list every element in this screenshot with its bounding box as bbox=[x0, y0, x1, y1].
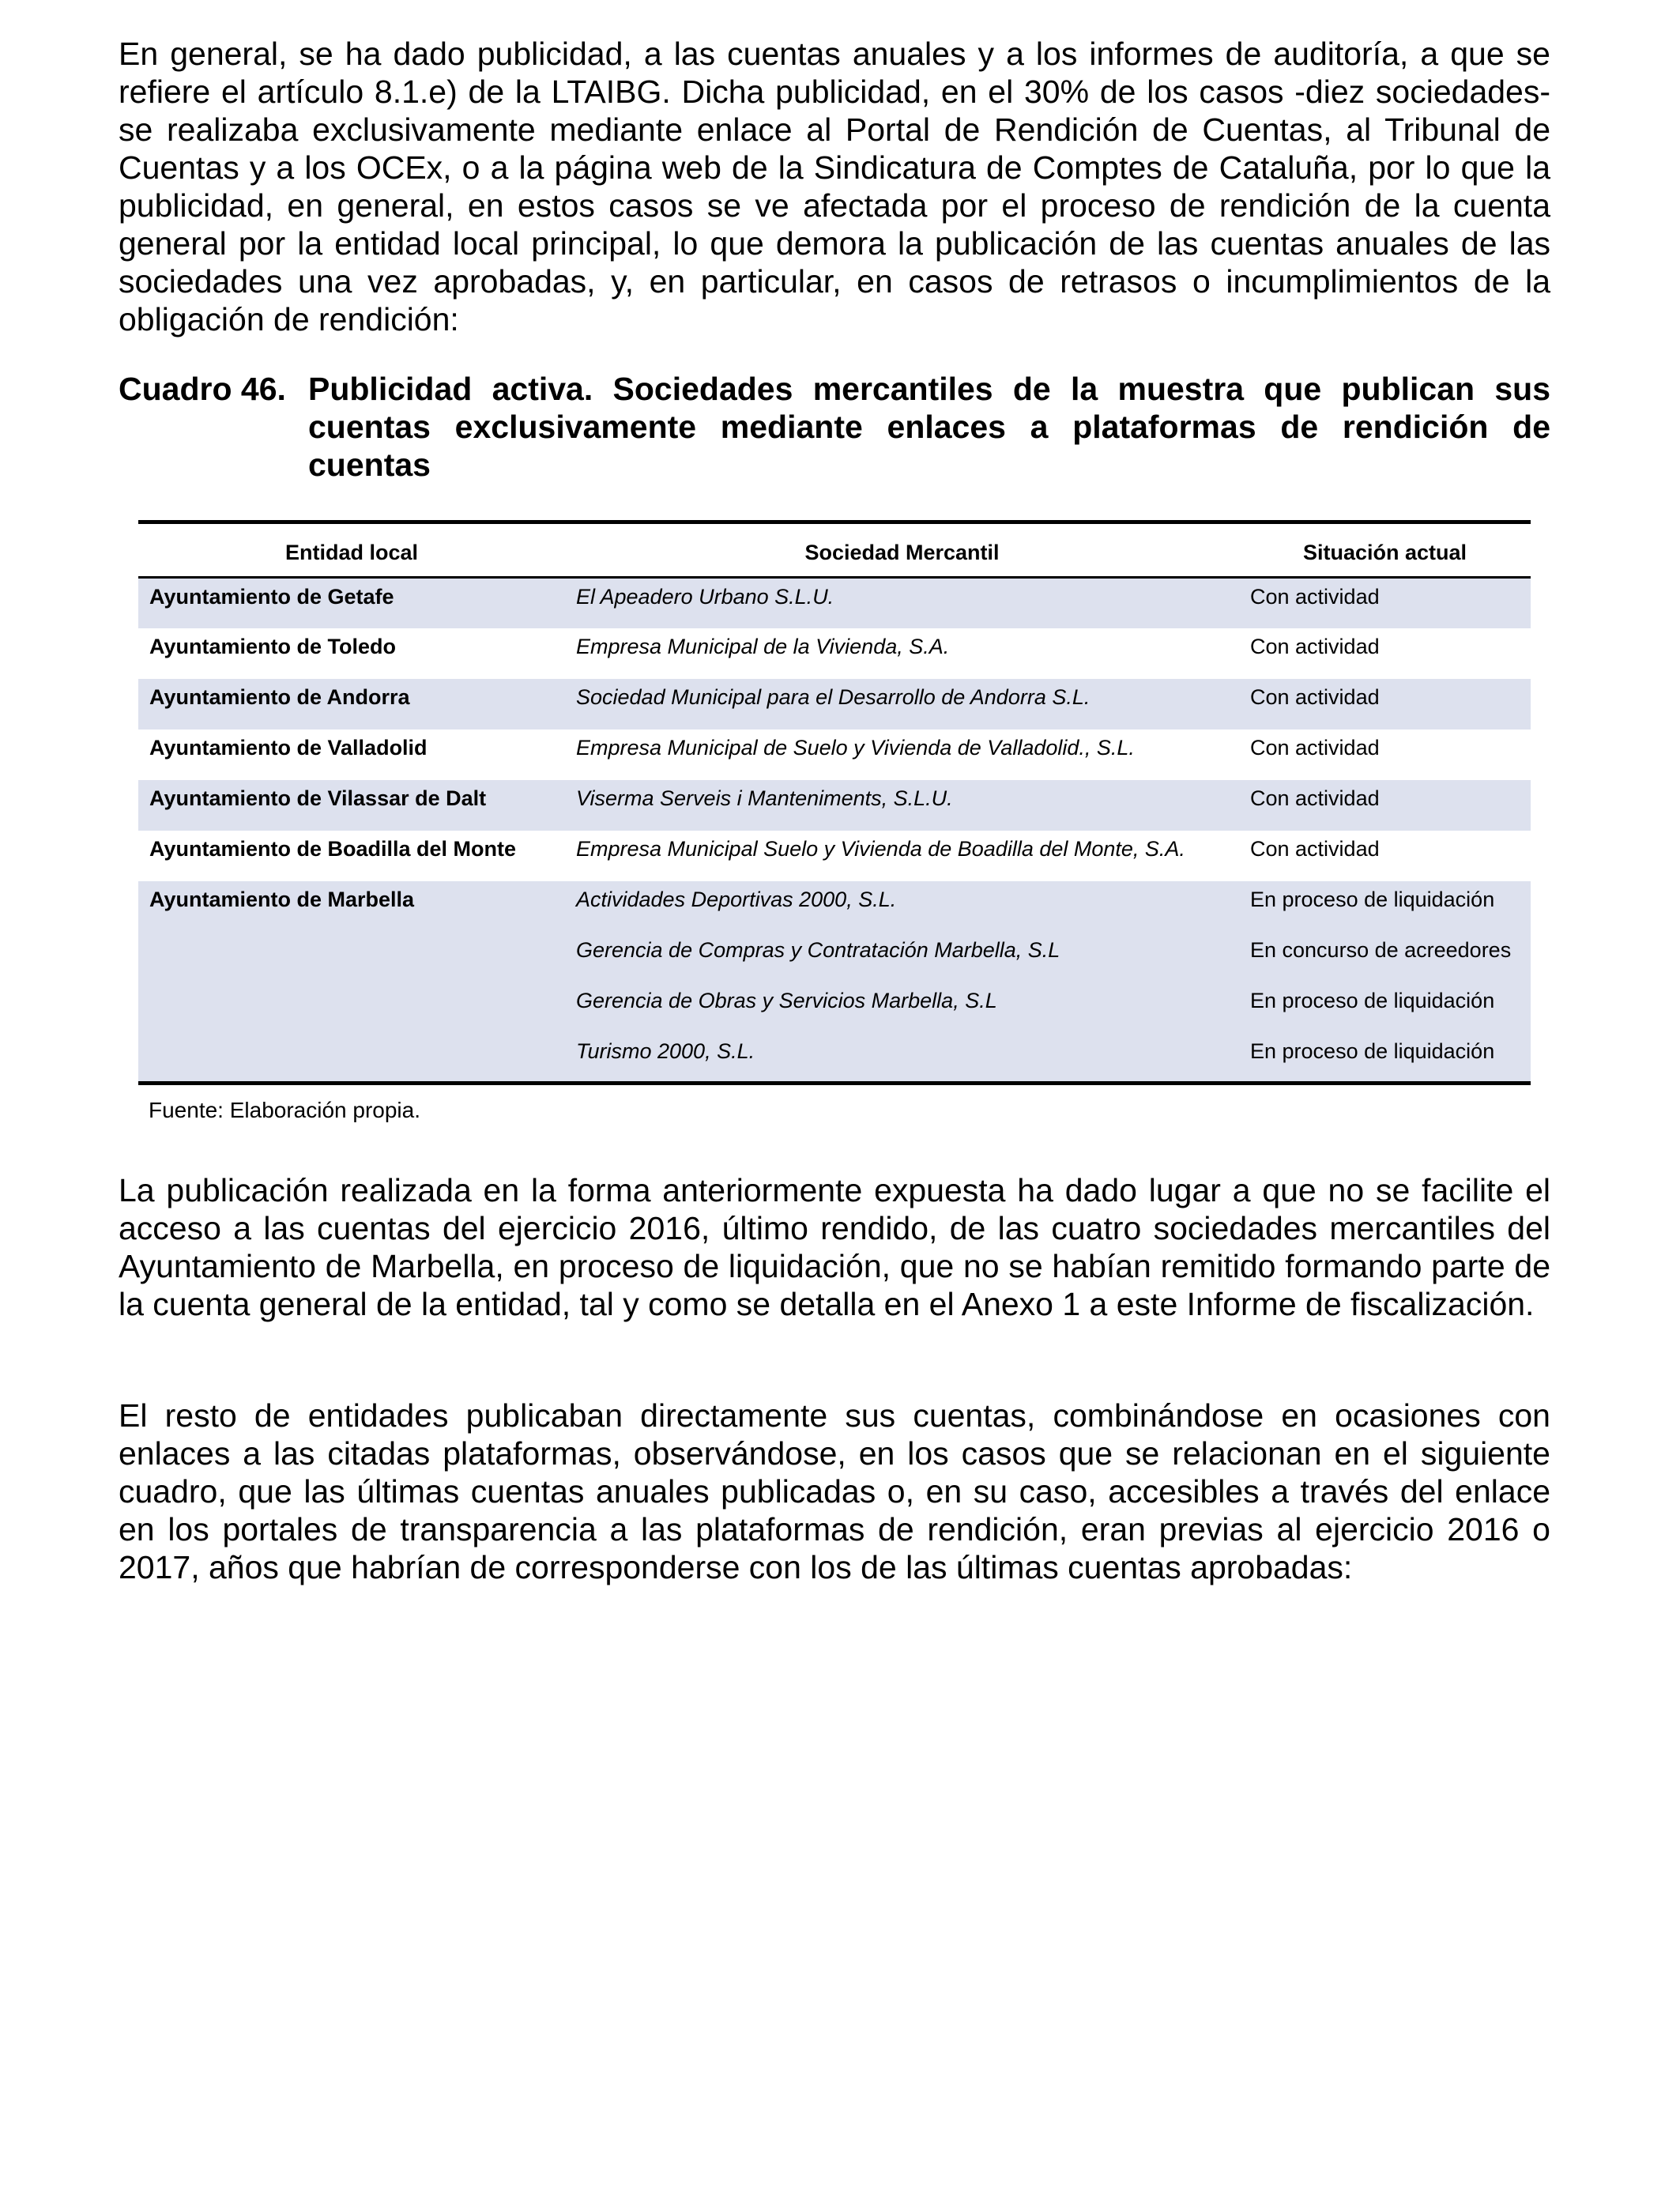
table-row bbox=[138, 729, 1531, 780]
cell-situacion: Con actividad bbox=[1250, 735, 1380, 760]
cell-entidad bbox=[138, 932, 565, 982]
cell-entidad: Ayuntamiento de Marbella bbox=[138, 881, 565, 932]
table-source-note: Fuente: Elaboración propia. bbox=[149, 1098, 420, 1122]
table-header-row bbox=[138, 522, 1531, 578]
cell-sociedad: Gerencia de Compras y Contratación Marbella, S.L bbox=[565, 932, 1239, 982]
table-row bbox=[138, 1033, 1531, 1084]
cell-situacion: Con actividad bbox=[1250, 634, 1380, 658]
paragraph-intro: En general, se ha dado publicidad, a las cuentas anuales y a los informes de auditoría, a que se refiere el artículo 8.1.e) de la LTAIBG. Dicha publicidad, en el 30% de los casos -diez sociedades- se realizaba exclusivamente mediante enlace al Portal de Rendición de Cuentas, al Tribunal de Cuentas y a los OCEx, o a la página web de la Sindicatura de Comptes de Cataluña, por lo que la publicidad, en general, en estos casos se ve afectada por el proceso de rendición de la cuenta general por la entidad local principal, lo que demora la publicación de las cuentas anuales de las sociedades una vez aprobadas, y, en particular, en casos de retrasos o incumplimientos de la obligación de rendición: bbox=[119, 36, 1550, 337]
cell-situacion: En proceso de liquidación bbox=[1239, 982, 1531, 1033]
table-row bbox=[138, 982, 1531, 1033]
header-situacion: Situación actual bbox=[1302, 540, 1467, 564]
table-row bbox=[138, 628, 1531, 679]
table-row bbox=[138, 932, 1531, 982]
cell-entidad: Ayuntamiento de Vilassar de Dalt bbox=[138, 780, 565, 831]
cell-situacion: Con actividad bbox=[1239, 578, 1531, 628]
cell-sociedad: Actividades Deportivas 2000, S.L. bbox=[565, 881, 1239, 932]
cell-entidad bbox=[138, 1033, 565, 1084]
cell-situacion: Con actividad bbox=[1250, 836, 1380, 861]
caption-text: Publicidad activa. Sociedades mercantiles de la muestra que publican sus cuentas exclusivamente mediante enlaces a plataformas de rendición de cuentas bbox=[308, 371, 1550, 483]
cell-entidad: Ayuntamiento de Boadilla del Monte bbox=[149, 836, 517, 861]
cell-situacion: Con actividad bbox=[1239, 780, 1531, 831]
cell-entidad: Ayuntamiento de Valladolid bbox=[149, 735, 428, 760]
table-row bbox=[138, 831, 1531, 881]
cell-sociedad: Viserma Serveis i Manteniments, S.L.U. bbox=[565, 780, 1239, 831]
cell-sociedad: Empresa Municipal de Suelo y Vivienda de Valladolid., S.L. bbox=[576, 735, 1135, 760]
paragraph-marbella: La publicación realizada en la forma anteriormente expuesta ha dado lugar a que no se facilite el acceso a las cuentas del ejercicio 2016, último rendido, de las cuatro sociedades mercantiles del Ayuntamiento de Marbella, en proceso de liquidación, que no se habían remitido formando parte de la cuenta general de la entidad, tal y como se detalla en el Anexo 1 a este Informe de fiscalización. bbox=[119, 1172, 1550, 1322]
header-entidad: Entidad local bbox=[284, 540, 419, 564]
cell-entidad: Ayuntamiento de Andorra bbox=[138, 679, 565, 729]
cell-sociedad: Gerencia de Obras y Servicios Marbella, S.L bbox=[565, 982, 1239, 1033]
cell-entidad bbox=[138, 982, 565, 1033]
table-row bbox=[138, 780, 1531, 831]
header-sociedad: Sociedad Mercantil bbox=[804, 540, 1000, 564]
cell-sociedad: El Apeadero Urbano S.L.U. bbox=[565, 578, 1239, 628]
cell-entidad: Ayuntamiento de Getafe bbox=[138, 578, 565, 628]
cell-situacion: En concurso de acreedores bbox=[1239, 932, 1531, 982]
table-row bbox=[138, 578, 1531, 628]
cell-sociedad: Sociedad Municipal para el Desarrollo de Andorra S.L. bbox=[565, 679, 1239, 729]
table-container bbox=[138, 520, 1531, 1085]
sociedades-table bbox=[138, 520, 1531, 1085]
cell-entidad: Ayuntamiento de Toledo bbox=[149, 634, 397, 658]
cell-situacion: Con actividad bbox=[1239, 679, 1531, 729]
cell-sociedad: Turismo 2000, S.L. bbox=[565, 1033, 1239, 1084]
cell-situacion: En proceso de liquidación bbox=[1239, 1033, 1531, 1084]
table-caption bbox=[119, 370, 1550, 484]
paragraph-resto: El resto de entidades publicaban directamente sus cuentas, combinándose en ocasiones con enlaces a las citadas plataformas, observándose, en los casos que se relacionan en el siguiente cuadro, que las últimas cuentas anuales publicadas o, en su caso, accesibles a través del enlace en los portales de transparencia a las plataformas de rendición, eran previas al ejercicio 2016 o 2017, años que habrían de corresponderse con los de las últimas cuentas aprobadas: bbox=[119, 1397, 1550, 1585]
cell-situacion: En proceso de liquidación bbox=[1239, 881, 1531, 932]
cell-sociedad: Empresa Municipal de la Vivienda, S.A. bbox=[576, 634, 950, 658]
table-row bbox=[138, 881, 1531, 932]
table-row bbox=[138, 679, 1531, 729]
caption-label: Cuadro 46. bbox=[119, 371, 286, 407]
cell-sociedad: Empresa Municipal Suelo y Vivienda de Boadilla del Monte, S.A. bbox=[576, 836, 1185, 861]
